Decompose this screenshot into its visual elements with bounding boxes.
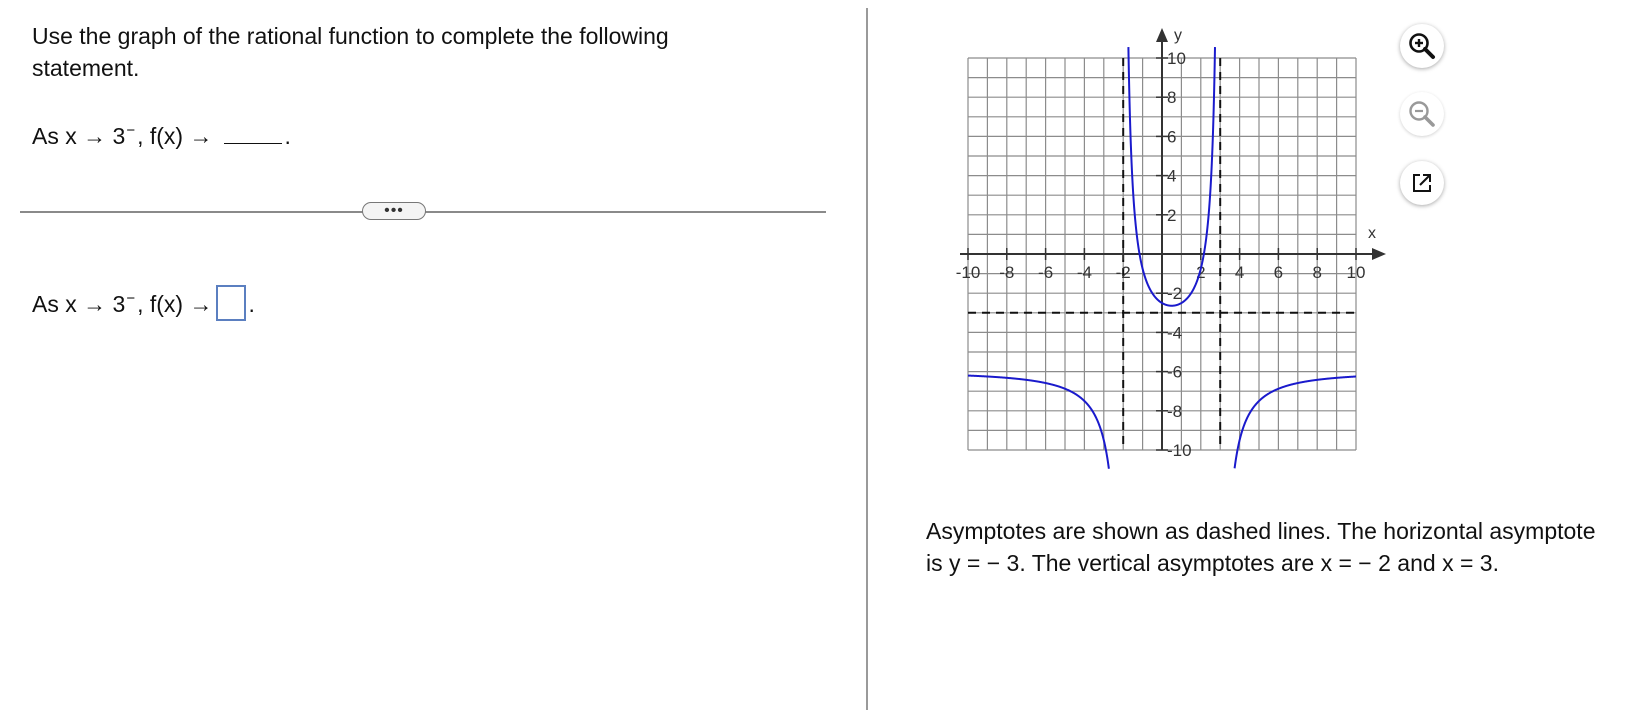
y-tick-label: -10 (1167, 441, 1192, 460)
zoom-out-icon (1407, 99, 1437, 129)
x-tick-label: 2 (1196, 263, 1206, 282)
zoom-in-button[interactable] (1400, 24, 1444, 68)
statement-period: . (284, 123, 291, 149)
external-link-icon (1409, 170, 1435, 196)
y-tick-label: 6 (1167, 127, 1177, 147)
y-tick-label: 4 (1167, 166, 1177, 186)
x-tick-label: 4 (1234, 263, 1245, 282)
statement-period: . (248, 291, 255, 317)
y-tick-label: -6 (1167, 362, 1183, 382)
x-tick-label: 10 (1346, 263, 1366, 282)
zoom-in-icon (1407, 31, 1437, 61)
zoom-out-button[interactable] (1400, 92, 1444, 136)
x-tick-label: -4 (1076, 263, 1092, 282)
statement-prefix: As x → 3 (32, 123, 126, 149)
y-axis-label: y (1174, 27, 1182, 44)
statement-mid: , f(x) → (137, 123, 213, 149)
x-tick-label: 6 (1273, 263, 1284, 282)
y-tick-label: -8 (1167, 401, 1183, 421)
y-tick-label: -4 (1167, 323, 1183, 343)
x-tick-label: -8 (999, 263, 1015, 282)
y-tick-label: 8 (1167, 88, 1177, 108)
x-tick-label: -2 (1115, 263, 1131, 282)
left-limit-superscript: − (126, 122, 136, 139)
left-limit-superscript: − (126, 290, 136, 307)
curve-right-branch (1235, 377, 1356, 469)
question-instruction: Use the graph of the rational function to complete the following statement. (32, 23, 669, 81)
popout-button[interactable] (1400, 161, 1444, 205)
y-tick-label: 10 (1167, 49, 1186, 68)
x-tick-label: 8 (1312, 263, 1322, 282)
y-tick-label: -2 (1167, 284, 1183, 304)
x-axis-label: x (1368, 225, 1376, 242)
statement-prefix: As x → 3 (32, 291, 126, 317)
curve-left-branch (968, 376, 1109, 469)
x-axis-arrow (1372, 248, 1386, 260)
x-tick-label: -6 (1038, 263, 1054, 282)
expand-button[interactable]: ••• (362, 202, 426, 220)
graph-caption: Asymptotes are shown as dashed lines. The horizontal asymptote is y = − 3. The vertical asymptotes are x = − 2 and x = 3. (926, 518, 1596, 576)
y-axis-arrow (1156, 28, 1168, 42)
y-tick-label: 2 (1167, 205, 1177, 225)
x-tick-label: -10 (955, 263, 981, 282)
statement-mid: , f(x) → (137, 291, 213, 317)
